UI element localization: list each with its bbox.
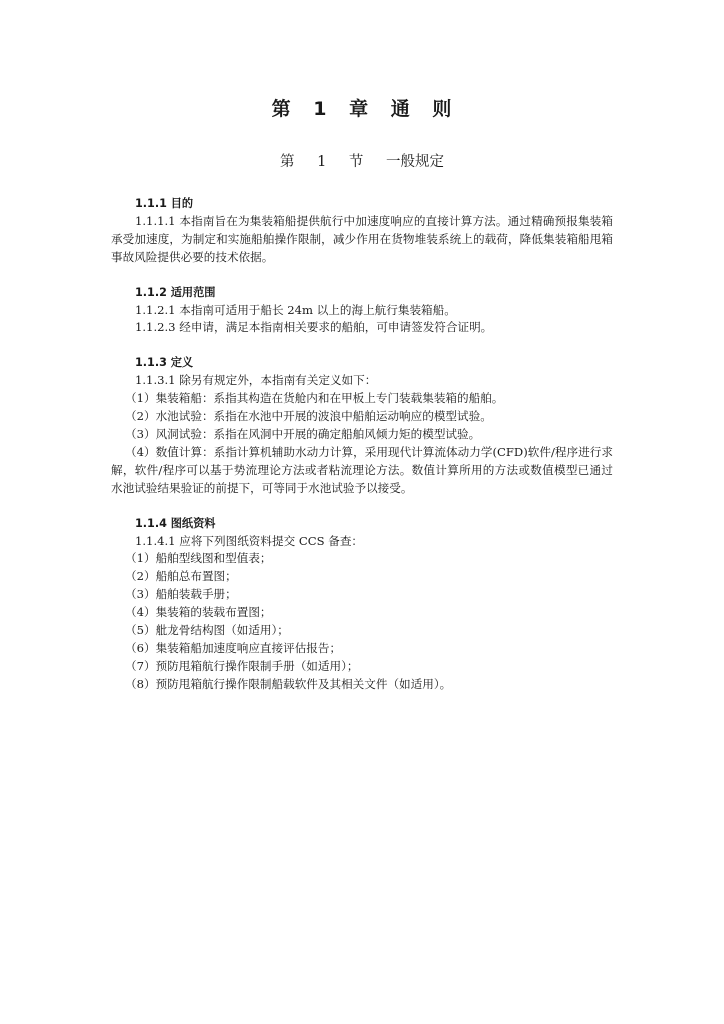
drawing-item: （4）集装箱的装载布置图； <box>125 605 272 620</box>
heading-drawings: 1.1.4 图纸资料 <box>135 516 216 530</box>
drawing-item: （3）船舶装载手册； <box>125 587 237 602</box>
drawing-item: （8）预防甩箱航行操作限制船载软件及其相关文件（如适用）。 <box>125 676 452 691</box>
definitions-intro: 1.1.3.1 除另有规定外，本指南有关定义如下： <box>135 373 377 388</box>
drawing-item: （5）舭龙骨结构图（如适用）； <box>125 623 289 638</box>
heading-purpose: 1.1.1 目的 <box>135 197 194 210</box>
document-body <box>111 195 613 694</box>
drawings-intro: 1.1.4.1 应将下列图纸资料提交 CCS 备查： <box>135 533 364 548</box>
definition-item: （2）水池试验：系指在水池中开展的波浪中船舶运动响应的模型试验。 <box>125 409 492 424</box>
scope-line: 1.1.2.3 经申请，满足本指南相关要求的船舶，可申请签发符合证明。 <box>135 320 493 335</box>
definition-item-numerical: （4）数值计算：系指计算机辅助水动力计算，采用现代计算流体动力学(CFD)软件/程序进行求解，软件/程序可以基于势流理论方法或者粘流理论方法。数值计算所用的方法或数值模型已通过水池试验结果验证的前提下，可等同于水池试验予以接受。 <box>111 444 613 495</box>
heading-scope: 1.1.2 适用范围 <box>135 285 216 299</box>
scope-line: 1.1.2.1 本指南可适用于船长 24m 以上的海上航行集装箱船。 <box>135 302 456 317</box>
section-title: 第 1 节 一般规定 <box>279 154 445 170</box>
heading-definitions: 1.1.3 定义 <box>135 356 194 370</box>
paragraph-purpose: 1.1.1.1 本指南旨在为集装箱船提供航行中加速度响应的直接计算方法。通过精确预报集装箱承受加速度，为制定和实施船舶操作限制，减少作用在货物堆装系统上的载荷，降低集装箱船甩箱事故风险提供必要的技术依据。 <box>111 213 613 264</box>
drawing-item: （1）船舶型线图和型值表； <box>125 551 272 566</box>
drawing-item: （6）集装箱船加速度响应直接评估报告； <box>125 640 342 655</box>
definition-item: （3）风洞试验：系指在风洞中开展的确定船舶风倾力矩的模型试验。 <box>125 426 481 441</box>
drawing-item: （7）预防甩箱航行操作限制手册（如适用）； <box>125 658 359 673</box>
chapter-title: 第 1 章 通 则 <box>271 98 453 120</box>
drawing-item: （2）船舶总布置图； <box>125 569 237 584</box>
definition-item: （1）集装箱船：系指其构造在货舱内和在甲板上专门装载集装箱的船舶。 <box>125 391 504 406</box>
